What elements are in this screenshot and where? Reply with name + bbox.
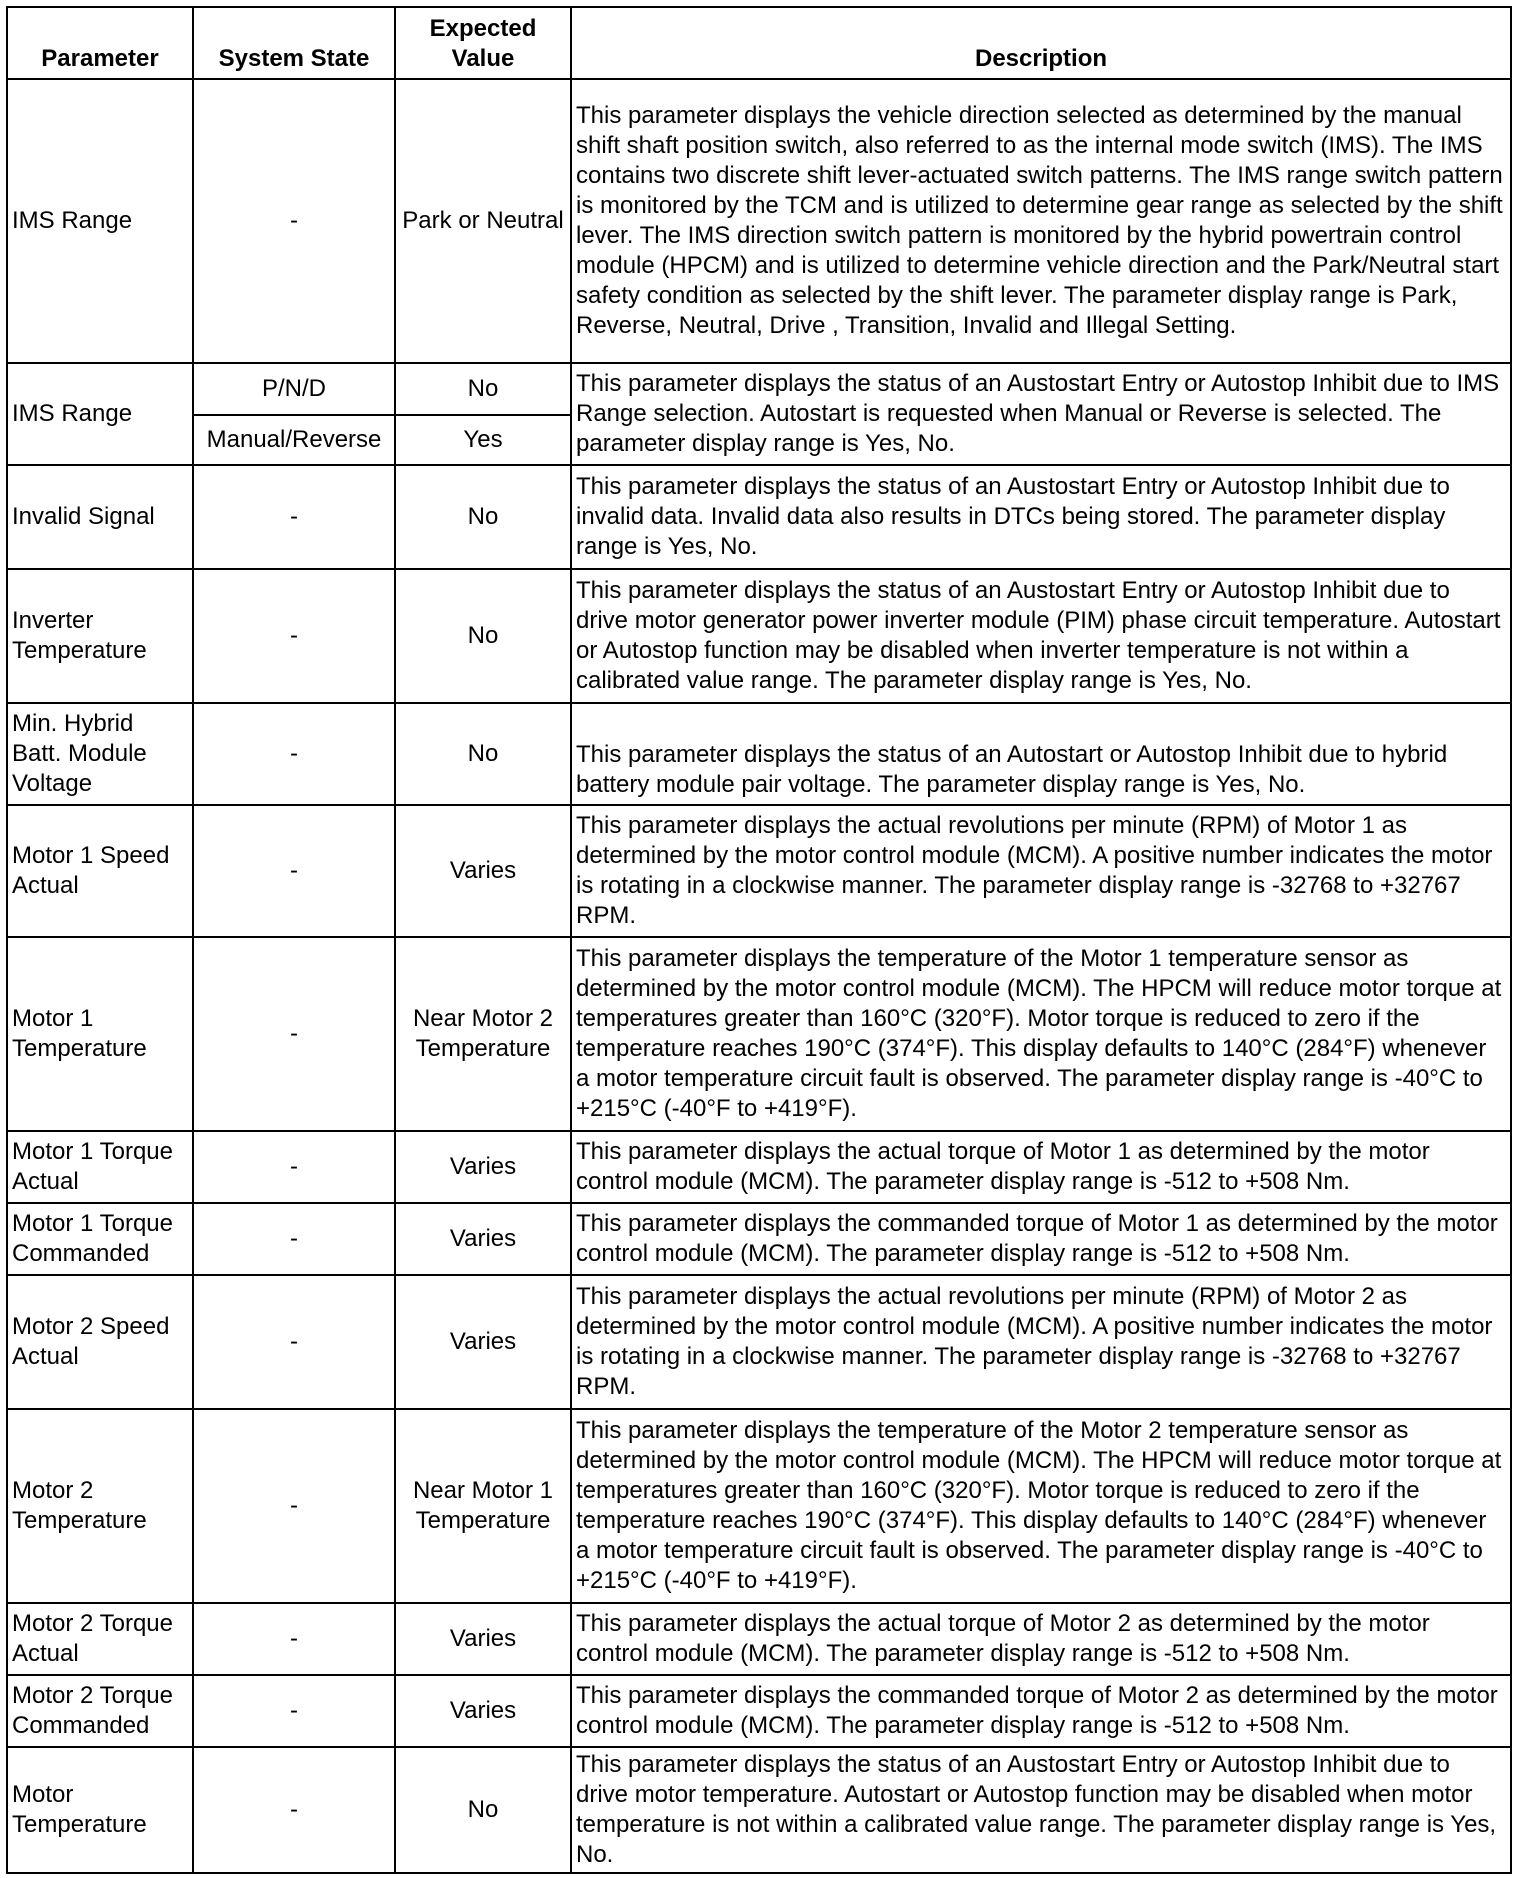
table-row (7, 465, 1511, 569)
expected-value-cell: No (395, 363, 571, 415)
expected-value-cell: No (395, 703, 571, 805)
expected-value-cell: No (395, 569, 571, 703)
description-cell: This parameter displays the actual torque of Motor 1 as determined by the motor control module (MCM). The parameter display range is -512 to +508 Nm. (571, 1131, 1511, 1203)
expected-value-cell: No (395, 465, 571, 569)
table-row (7, 363, 1511, 415)
parameter-cell: Motor 1 Temperature (7, 937, 193, 1131)
expected-value-cell: Yes (395, 415, 571, 465)
table-row (7, 1675, 1511, 1747)
system-state-cell: - (193, 703, 395, 805)
system-state-cell: - (193, 1409, 395, 1603)
header-parameter: Parameter (7, 7, 193, 79)
description-cell: This parameter displays the status of an Austostart Entry or Autostop Inhibit due to invalid data. Invalid data also results in DTCs being stored. The parameter display range is Yes, No. (571, 465, 1511, 569)
description-cell: This parameter displays the status of an Austostart Entry or Autostop Inhibit due to drive motor temperature. Autostart or Autostop function may be disabled when motor temperature is not within a calibrated value range. The parameter display range is Yes, No. (571, 1747, 1511, 1873)
parameter-table (6, 6, 1512, 1874)
parameter-cell: Motor 1 Speed Actual (7, 805, 193, 937)
parameter-cell: Inverter Temperature (7, 569, 193, 703)
table-row (7, 569, 1511, 703)
description-cell: This parameter displays the status of an Austostart Entry or Autostop Inhibit due to IMS Range selection. Autostart is requested when Manual or Reverse is selected. The parameter display range is Yes, No. (571, 363, 1511, 465)
expected-value-cell: Varies (395, 1203, 571, 1275)
system-state-cell: - (193, 1203, 395, 1275)
header-row (7, 7, 1511, 79)
description-cell: This parameter displays the commanded torque of Motor 2 as determined by the motor control module (MCM). The parameter display range is -512 to +508 Nm. (571, 1675, 1511, 1747)
header-expected-line1: Expected (429, 15, 537, 42)
description-cell: This parameter displays the status of an Autostart or Autostop Inhibit due to hybrid battery module pair voltage. The parameter display range is Yes, No. (571, 703, 1511, 805)
system-state-cell: - (193, 1675, 395, 1747)
expected-value-cell: Near Motor 1 Temperature (395, 1409, 571, 1603)
system-state-cell: Manual/Reverse (193, 415, 395, 465)
description-cell: This parameter displays the actual revolutions per minute (RPM) of Motor 2 as determined by the motor control module (MCM). A positive number indicates the motor is rotating in a clockwise manner. The parameter display range is -32768 to +32767 RPM. (571, 1275, 1511, 1409)
header-expected-value (395, 7, 571, 79)
parameter-cell: Motor 2 Torque Actual (7, 1603, 193, 1675)
parameter-cell: Motor 1 Torque Actual (7, 1131, 193, 1203)
expected-value-cell: Park or Neutral (395, 79, 571, 363)
table-row (7, 1409, 1511, 1603)
description-cell: This parameter displays the temperature of the Motor 1 temperature sensor as determined by the motor control module (MCM). The HPCM will reduce motor torque at temperatures greater than 160°C (320°F). Motor torque is reduced to zero if the temperature reaches 190°C (374°F). This display defaults to 140°C (284°F) whenever a motor temperature circuit fault is observed. The parameter display range is -40°C to +215°C (-40°F to +419°F). (571, 937, 1511, 1131)
parameter-cell: Min. Hybrid Batt. Module Voltage (7, 703, 193, 805)
expected-value-cell: No (395, 1747, 571, 1873)
expected-value-cell: Near Motor 2 Temperature (395, 937, 571, 1131)
parameter-cell: Motor 2 Speed Actual (7, 1275, 193, 1409)
table-row (7, 805, 1511, 937)
system-state-cell: - (193, 1603, 395, 1675)
table-row (7, 1203, 1511, 1275)
parameter-cell: Invalid Signal (7, 465, 193, 569)
description-cell: This parameter displays the actual revolutions per minute (RPM) of Motor 1 as determined by the motor control module (MCM). A positive number indicates the motor is rotating in a clockwise manner. The parameter display range is -32768 to +32767 RPM. (571, 805, 1511, 937)
system-state-cell: P/N/D (193, 363, 395, 415)
system-state-cell: - (193, 79, 395, 363)
description-cell: This parameter displays the temperature of the Motor 2 temperature sensor as determined by the motor control module (MCM). The HPCM will reduce motor torque at temperatures greater than 160°C (320°F). Motor torque is reduced to zero if the temperature reaches 190°C (374°F). This display defaults to 140°C (284°F) whenever a motor temperature circuit fault is observed. The parameter display range is -40°C to +215°C (-40°F to +419°F). (571, 1409, 1511, 1603)
system-state-cell: - (193, 569, 395, 703)
parameter-cell: IMS Range (7, 363, 193, 465)
table-row (7, 1131, 1511, 1203)
expected-value-cell: Varies (395, 1603, 571, 1675)
table-row (7, 1275, 1511, 1409)
description-cell: This parameter displays the commanded torque of Motor 1 as determined by the motor control module (MCM). The parameter display range is -512 to +508 Nm. (571, 1203, 1511, 1275)
system-state-cell: - (193, 1275, 395, 1409)
expected-value-cell: Varies (395, 805, 571, 937)
table-row (7, 79, 1511, 363)
description-cell: This parameter displays the actual torque of Motor 2 as determined by the motor control module (MCM). The parameter display range is -512 to +508 Nm. (571, 1603, 1511, 1675)
system-state-cell: - (193, 1131, 395, 1203)
parameter-cell: Motor Temperature (7, 1747, 193, 1873)
table-row (7, 1747, 1511, 1873)
system-state-cell: - (193, 465, 395, 569)
expected-value-cell: Varies (395, 1275, 571, 1409)
table-row (7, 1603, 1511, 1675)
system-state-cell: - (193, 937, 395, 1131)
table-row (7, 703, 1511, 805)
system-state-cell: - (193, 805, 395, 937)
parameter-cell: Motor 2 Temperature (7, 1409, 193, 1603)
description-cell: This parameter displays the vehicle direction selected as determined by the manual shift shaft position switch, also referred to as the internal mode switch (IMS). The IMS contains two discrete shift lever-actuated switch patterns. The IMS range switch pattern is monitored by the TCM and is utilized to determine gear range as selected by the shift lever. The IMS direction switch pattern is monitored by the hybrid powertrain control module (HPCM) and is utilized to determine vehicle direction and the Park/Neutral start safety condition as selected by the shift lever. The parameter display range is Park, Reverse, Neutral, Drive , Transition, Invalid and Illegal Setting. (571, 79, 1511, 363)
table-row (7, 937, 1511, 1131)
system-state-cell: - (193, 1747, 395, 1873)
parameter-cell: Motor 1 Torque Commanded (7, 1203, 193, 1275)
header-system-state: System State (193, 7, 395, 79)
parameter-cell: Motor 2 Torque Commanded (7, 1675, 193, 1747)
description-cell: This parameter displays the status of an Austostart Entry or Autostop Inhibit due to drive motor generator power inverter module (PIM) phase circuit temperature. Autostart or Autostop function may be disabled when inverter temperature is not within a calibrated value range. The parameter display range is Yes, No. (571, 569, 1511, 703)
header-description: Description (571, 7, 1511, 79)
expected-value-cell: Varies (395, 1675, 571, 1747)
header-expected-line2: Value (451, 45, 515, 72)
expected-value-cell: Varies (395, 1131, 571, 1203)
parameter-cell: IMS Range (7, 79, 193, 363)
